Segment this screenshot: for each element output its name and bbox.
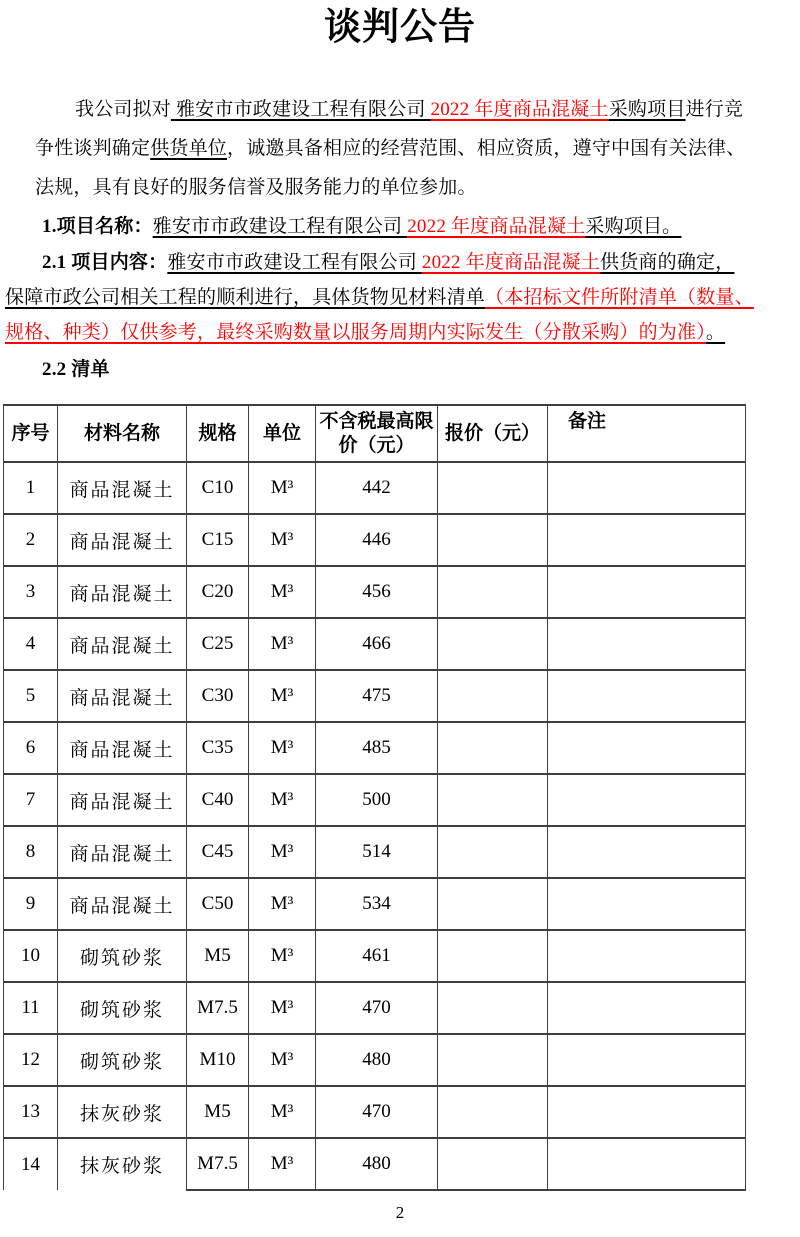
table-cell — [438, 462, 548, 514]
table-row — [4, 1138, 746, 1190]
table-cell: M³ — [249, 618, 316, 670]
table-row — [4, 462, 746, 514]
text-segment: 采购项目 — [608, 99, 686, 120]
page-title: 谈判公告 — [324, 7, 476, 48]
table-cell: C35 — [187, 722, 249, 774]
table-cell: C10 — [187, 462, 249, 514]
table-cell — [548, 670, 746, 722]
table-cell: 12 — [4, 1034, 58, 1086]
table-cell: 11 — [4, 982, 58, 1034]
table-row — [4, 722, 746, 774]
table-cell: 抹灰砂浆 — [58, 1138, 187, 1190]
table-cell: M³ — [249, 722, 316, 774]
table-cell: 456 — [316, 566, 438, 618]
text-segment: 雅安市市政建设工程有限公司 — [171, 99, 431, 120]
text-line — [5, 320, 725, 346]
text-segment: 规格、种类）仅供参考，最终采购数量以服务周期内实际发生（分散采购）的为准） — [5, 322, 706, 343]
table-cell — [548, 462, 746, 514]
table-cell: 7 — [4, 774, 58, 826]
column-header: 报价（元） — [438, 405, 548, 462]
table-cell — [438, 566, 548, 618]
page-number: 2 — [395, 1203, 405, 1222]
table-cell: 商品混凝土 — [58, 462, 187, 514]
table-cell: 480 — [316, 1034, 438, 1086]
table-cell: 砌筑砂浆 — [58, 1034, 187, 1086]
table-cell: 抹灰砂浆 — [58, 1086, 187, 1138]
table-cell: 砌筑砂浆 — [58, 982, 187, 1034]
text-segment: 2022 年度商品混凝土 — [407, 216, 586, 237]
table-row — [4, 670, 746, 722]
table-cell — [438, 930, 548, 982]
table-row — [4, 826, 746, 878]
table-cell: M³ — [249, 566, 316, 618]
table-cell — [548, 618, 746, 670]
text-line — [42, 357, 110, 383]
table-cell: 485 — [316, 722, 438, 774]
table-cell: 4 — [4, 618, 58, 670]
column-header: 不含税最高限价（元） — [316, 405, 438, 462]
table-cell — [438, 1086, 548, 1138]
table-cell — [548, 514, 746, 566]
materials-table — [3, 404, 746, 1191]
table-cell: M³ — [249, 1138, 316, 1190]
text-line — [42, 250, 734, 276]
table-cell: C45 — [187, 826, 249, 878]
table-row — [4, 618, 746, 670]
table-row — [4, 1034, 746, 1086]
table-cell: 14 — [4, 1138, 58, 1190]
column-header: 序号 — [4, 405, 58, 462]
text-segment: 我公司拟对 — [75, 99, 172, 120]
table-cell: 442 — [316, 462, 438, 514]
table-cell: M7.5 — [187, 982, 249, 1034]
table-cell: M³ — [249, 514, 316, 566]
table-cell: 534 — [316, 878, 438, 930]
column-header: 备注 — [548, 405, 746, 462]
table-cell: 514 — [316, 826, 438, 878]
table-cell: M³ — [249, 930, 316, 982]
table-row — [4, 982, 746, 1034]
table-cell: C40 — [187, 774, 249, 826]
table-cell — [548, 774, 746, 826]
table-cell — [548, 1138, 746, 1190]
text-line — [35, 136, 745, 162]
table-cell: C25 — [187, 618, 249, 670]
table-cell — [548, 1034, 746, 1086]
table-header — [4, 405, 746, 462]
table-row — [4, 930, 746, 982]
text-segment: 进行竞 — [685, 99, 744, 120]
text-segment: 保障市政公司相关工程的顺利进行，具体货物见材料清单 — [5, 287, 486, 308]
text-segment: 雅安市市政建设工程有限公司 — [167, 252, 422, 273]
table-cell: 3 — [4, 566, 58, 618]
table-row — [4, 774, 746, 826]
text-segment: 雅安市市政建设工程有限公司 — [152, 216, 408, 237]
table-cell — [438, 878, 548, 930]
text-segment: 供货商的确定， — [600, 252, 735, 273]
table-cell — [438, 826, 548, 878]
table-row — [4, 566, 746, 618]
text-segment: 2022 年度商品混凝土 — [421, 252, 601, 273]
table-cell — [548, 722, 746, 774]
table-cell: 461 — [316, 930, 438, 982]
text-segment: （本招标文件所附清单（数量、 — [485, 287, 754, 308]
column-header: 材料名称 — [58, 405, 187, 462]
table-cell: 2 — [4, 514, 58, 566]
table-cell: C30 — [187, 670, 249, 722]
table-cell: C15 — [187, 514, 249, 566]
table-cell — [548, 566, 746, 618]
table-cell: M³ — [249, 1034, 316, 1086]
text-segment: 2.1 项目内容： — [42, 252, 168, 273]
table-cell: 商品混凝土 — [58, 878, 187, 930]
text-segment: 1.项目名称： — [42, 216, 153, 237]
table-cell: 商品混凝土 — [58, 826, 187, 878]
table-cell: M5 — [187, 1086, 249, 1138]
table-cell: 10 — [4, 930, 58, 982]
text-line — [75, 97, 743, 123]
table-header-row — [4, 405, 746, 462]
table-cell — [438, 722, 548, 774]
table-cell: 475 — [316, 670, 438, 722]
text-segment: 2022 年度商品混凝土 — [430, 99, 609, 120]
table-cell: M³ — [249, 774, 316, 826]
text-line — [5, 285, 754, 311]
table-body — [4, 462, 746, 1190]
table-cell — [438, 670, 548, 722]
table-cell: M5 — [187, 930, 249, 982]
text-segment: 争性谈判确定 — [35, 138, 151, 159]
table-cell: M10 — [187, 1034, 249, 1086]
text-line — [42, 214, 681, 240]
table-cell: 商品混凝土 — [58, 514, 187, 566]
table-cell: 470 — [316, 982, 438, 1034]
table-cell: 商品混凝土 — [58, 618, 187, 670]
table-cell: 1 — [4, 462, 58, 514]
table-cell: 商品混凝土 — [58, 670, 187, 722]
table-cell: C50 — [187, 878, 249, 930]
table-cell: 8 — [4, 826, 58, 878]
table-cell — [438, 982, 548, 1034]
column-header: 规格 — [187, 405, 249, 462]
table-cell: M³ — [249, 462, 316, 514]
table-cell — [438, 1034, 548, 1086]
table-cell: M³ — [249, 1086, 316, 1138]
table-cell: 470 — [316, 1086, 438, 1138]
table-cell: 446 — [316, 514, 438, 566]
table-cell: M³ — [249, 982, 316, 1034]
text-segment: 供货单位 — [150, 138, 228, 159]
table-cell: M³ — [249, 826, 316, 878]
text-segment: 。 — [705, 322, 726, 343]
table-cell: M³ — [249, 670, 316, 722]
table-cell: M7.5 — [187, 1138, 249, 1190]
table-cell — [548, 826, 746, 878]
table-cell: 6 — [4, 722, 58, 774]
table-cell — [438, 774, 548, 826]
table-cell — [548, 930, 746, 982]
text-segment: 2.2 清单 — [42, 359, 110, 380]
table-cell — [548, 1086, 746, 1138]
table-cell: 商品混凝土 — [58, 774, 187, 826]
table-cell — [548, 878, 746, 930]
table-cell: 466 — [316, 618, 438, 670]
table-row — [4, 1086, 746, 1138]
table-cell: 480 — [316, 1138, 438, 1190]
table-cell: M³ — [249, 878, 316, 930]
table-cell — [438, 618, 548, 670]
table-row — [4, 878, 746, 930]
text-line — [35, 175, 477, 201]
table-cell: C20 — [187, 566, 249, 618]
table-cell — [438, 1138, 548, 1190]
table-cell: 5 — [4, 670, 58, 722]
table-cell: 商品混凝土 — [58, 566, 187, 618]
table-row — [4, 514, 746, 566]
table-cell: 商品混凝土 — [58, 722, 187, 774]
table-cell: 9 — [4, 878, 58, 930]
table-cell: 13 — [4, 1086, 58, 1138]
text-segment: ，诚邀具备相应的经营范围、相应资质，遵守中国有关法律、 — [227, 138, 746, 159]
table-cell: 500 — [316, 774, 438, 826]
column-header: 单位 — [249, 405, 316, 462]
table-cell — [548, 982, 746, 1034]
table-cell — [438, 514, 548, 566]
text-segment: 采购项目。 — [585, 216, 682, 237]
text-segment: 法规，具有良好的服务信誉及服务能力的单位参加。 — [35, 177, 477, 198]
table-cell: 砌筑砂浆 — [58, 930, 187, 982]
